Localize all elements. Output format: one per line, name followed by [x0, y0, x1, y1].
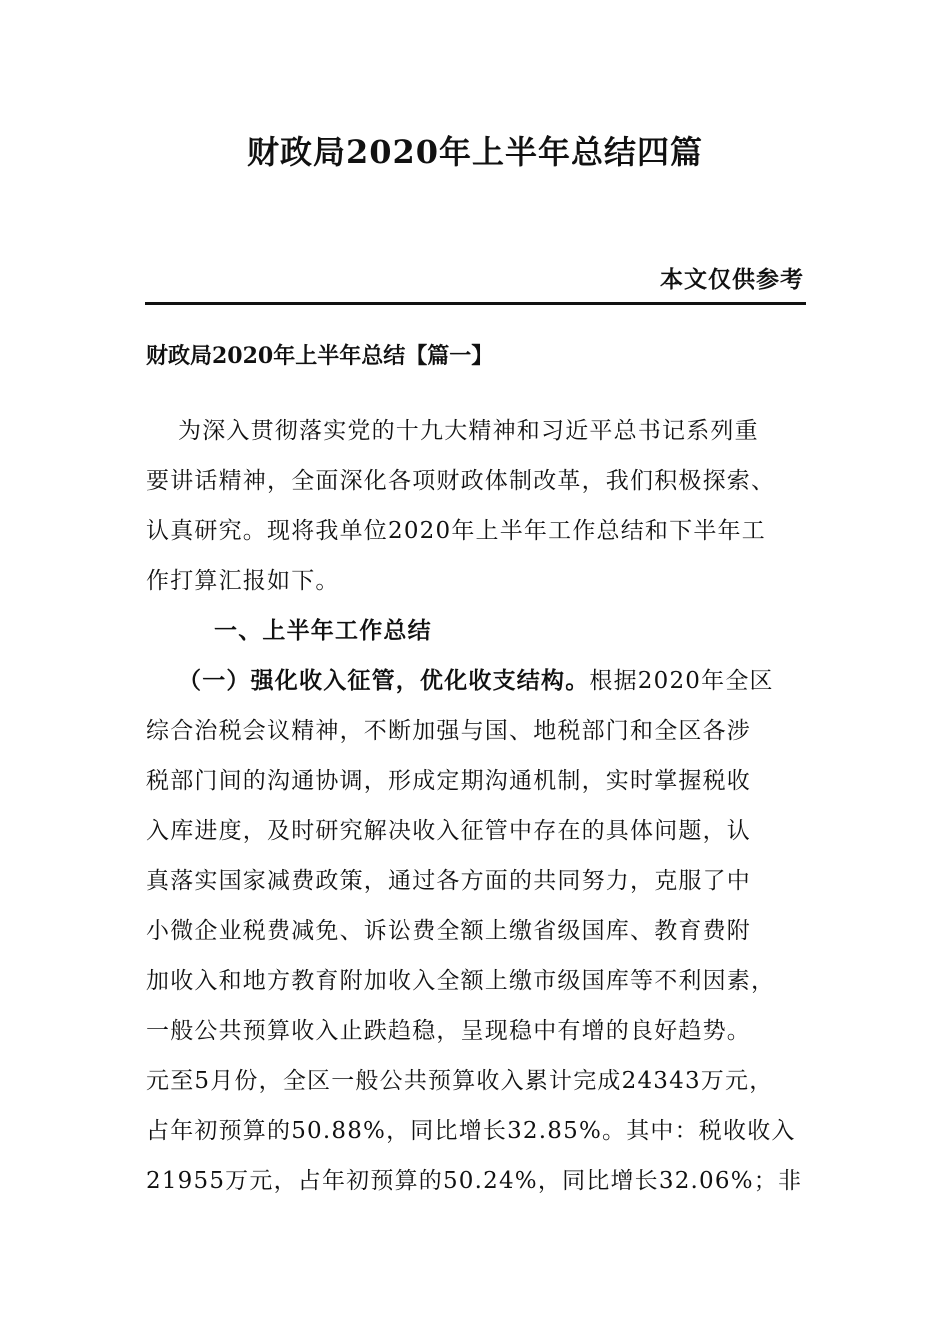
- body-line: 小微企业税费减免、诉讼费全额上缴省级国库、教育费附: [146, 918, 751, 944]
- heading-level-1: 一、上半年工作总结: [214, 617, 432, 644]
- body-line: 税部门间的沟通协调，形成定期沟通机制，实时掌握税收: [146, 768, 751, 794]
- header-divider: [145, 302, 806, 305]
- body-line: 真落实国家减费政策，通过各方面的共同努力，克服了中: [146, 868, 751, 894]
- subheading-line: [146, 656, 806, 706]
- subheading-bold: （一）强化收入征管，优化收支结构。: [178, 667, 590, 694]
- section-title: 财政局2020年上半年总结【篇一】: [146, 343, 494, 369]
- document-title: 财政局2020年上半年总结四篇: [246, 133, 704, 171]
- intro-line: 认真研究。现将我单位2020年上半年工作总结和下半年工: [146, 518, 766, 544]
- body-line: 元至5月份，全区一般公共预算收入累计完成24343万元，: [146, 1068, 774, 1094]
- body-line: 占年初预算的50.88%，同比增长32.85%。其中：税收收入: [146, 1118, 796, 1144]
- document-body: [146, 406, 806, 1206]
- body-line: 21955万元，占年初预算的50.24%，同比增长32.06%；非: [146, 1168, 803, 1194]
- disclaimer-note: 本文仅供参考: [660, 266, 804, 293]
- body-line: 入库进度，及时研究解决收入征管中存在的具体问题，认: [146, 818, 751, 844]
- intro-line: 为深入贯彻落实党的十九大精神和习近平总书记系列重: [178, 418, 759, 444]
- body-line: 加收入和地方教育附加收入全额上缴市级国库等不利因素，: [146, 968, 776, 994]
- intro-line: 作打算汇报如下。: [146, 568, 340, 594]
- body-line: 综合治税会议精神，不断加强与国、地税部门和全区各涉: [146, 718, 751, 744]
- intro-line: 要讲话精神，全面深化各项财政体制改革，我们积极探索、: [146, 468, 776, 494]
- subheading-tail: 根据2020年全区: [589, 668, 774, 694]
- body-line: 一般公共预算收入止跌趋稳，呈现稳中有增的良好趋势。: [146, 1018, 751, 1044]
